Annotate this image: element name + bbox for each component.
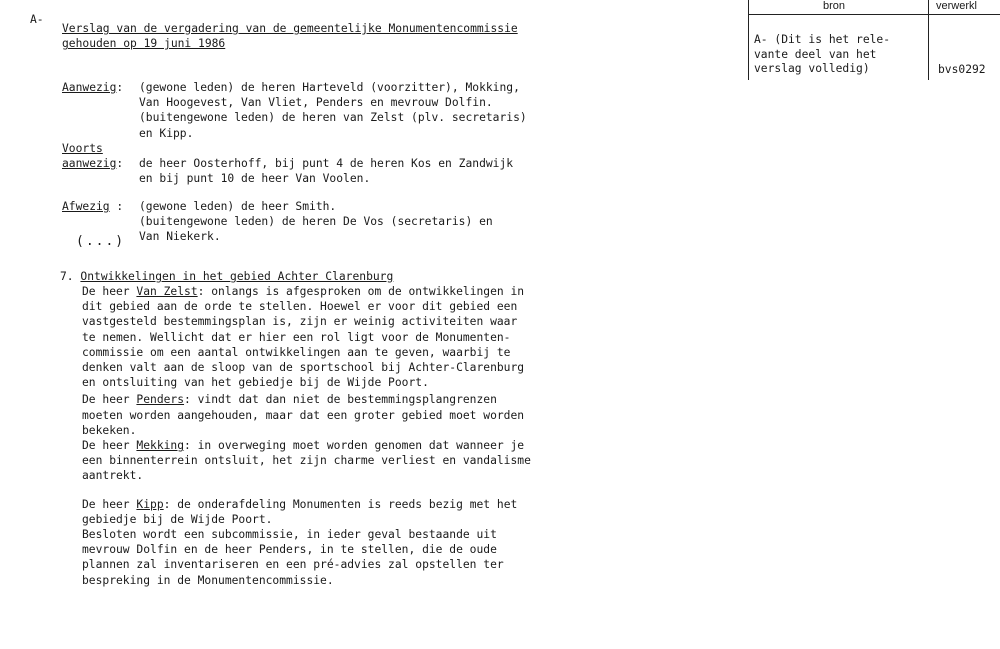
title-line-1: Verslag van de vergadering van de gemeentelijke Monumentencommissie (62, 22, 518, 35)
speaker-line (82, 438, 531, 453)
table-source-cell (754, 33, 890, 77)
absent-label: Afwezig (62, 200, 110, 213)
item-number: 7. (60, 270, 74, 283)
speaker-text: : in overweging moet worden genomen dat wanneer je (184, 439, 525, 453)
present-line: en Kipp. (139, 126, 194, 140)
table-header-source: bron (823, 0, 846, 12)
table-header-processed: verwerkl (936, 0, 977, 12)
table-header-divider (748, 14, 1000, 15)
source-line: A- (Dit is het rele- (754, 33, 891, 46)
present-list (139, 80, 527, 141)
ellipsis-marker: (...) (76, 234, 126, 249)
body-line: gebiedje bij de Wijde Poort. (82, 512, 273, 526)
speaker-prefix: De heer (82, 393, 137, 407)
speaker-line (82, 392, 531, 407)
table-column-divider (928, 0, 929, 80)
table-processed-cell: bvs0292 (938, 63, 986, 76)
speaker-name: Van Zelst (136, 285, 198, 298)
body-line: te nemen. Wellicht dat er hier een rol ligt voor de Monumenten- (82, 330, 511, 344)
speaker-text: : de onderafdeling Monumenten is reeds bezig met het (163, 497, 518, 511)
absent-line: (buitengewone leden) de heren De Vos (secretaris) en (139, 215, 493, 229)
body-line: aantrekt. (82, 469, 144, 483)
decision-line: mevrouw Dolfin en de heer Penders, in te stellen, die de oude (82, 543, 497, 557)
decision-line: bespreking in de Monumentencommissie. (82, 573, 334, 587)
speaker-text: : vindt dat dan niet de bestemmingsplangrenzen (184, 393, 497, 407)
speaker-line (82, 284, 531, 299)
present-label-wrap (62, 80, 123, 95)
present-line: Van Hoogevest, Van Vliet, Penders en mevrouw Dolfin. (139, 96, 493, 110)
item-7-heading (60, 269, 393, 284)
body-line: een binnenterrein ontsluit, het zijn charme verliest en vandalisme (82, 454, 531, 468)
decision-line: Besloten wordt een subcommissie, in ieder geval bestaande uit (82, 528, 497, 542)
speaker-prefix: De heer (82, 497, 137, 511)
present-line: (buitengewone leden) de heren van Zelst (plv. secretaris) (139, 111, 527, 125)
source-line: verslag volledig) (754, 62, 870, 75)
title-line-2: gehouden op 19 juni 1986 (62, 37, 226, 51)
speaker-prefix: De heer (82, 285, 137, 298)
also-present-list (139, 156, 513, 186)
body-line: dit gebied aan de orde te stellen. Hoewel er voor dit gebied een (82, 300, 518, 314)
also-label-1: Voorts (62, 142, 103, 155)
also-present-label: Voorts aanwezig: (62, 142, 124, 171)
absent-line: (gewone leden) de heer Smith. (139, 200, 337, 213)
speaker-name: Penders (136, 393, 185, 407)
item-heading: Ontwikkelingen in het gebied Achter Clarenburg (80, 270, 394, 283)
present-line: (gewone leden) de heren Harteveld (voorzitter), Mokking, (139, 81, 520, 94)
decision-line: plannen zal inventariseren en een pré-advies zal opstellen ter (82, 558, 504, 572)
item-7-body (82, 284, 531, 588)
absent-line: Van Niekerk. (139, 230, 221, 244)
also-line: en bij punt 10 de heer Van Voolen. (139, 172, 371, 186)
speaker-prefix: De heer (82, 439, 137, 453)
speaker-line (82, 497, 531, 512)
body-line: denken valt aan de sloop van de sportschool bij Achter-Clarenburg (82, 361, 525, 375)
body-line: bekeken. (82, 423, 137, 437)
source-line: vante deel van het (754, 47, 877, 61)
document-title (62, 21, 518, 51)
body-line: moeten worden aangehouden, maar dat een groter gebied moet worden (82, 408, 525, 422)
speaker-name: Kipp (136, 497, 164, 511)
margin-letter: A- (30, 13, 44, 26)
body-line: vastgesteld bestemmingsplan is, zijn er weinig activiteiten waar (82, 315, 518, 329)
table-left-border (748, 0, 749, 80)
label-colon: : (116, 81, 124, 94)
absent-label-wrap: Afwezig : (62, 200, 124, 213)
speaker-name: Mekking (136, 439, 185, 453)
also-label-2: aanwezig (62, 157, 117, 171)
absent-list (139, 199, 493, 245)
body-line: commissie om een aantal ontwikkelingen aan te geven, waarbij te (82, 345, 511, 359)
body-line: en ontsluiting van het gebiedje bij de Wijde Poort. (82, 376, 429, 390)
also-line: de heer Oosterhoff, bij punt 4 de heren Kos en Zandwijk (139, 157, 514, 170)
present-label: Aanwezig (62, 81, 117, 94)
speaker-text: : onlangs is afgesproken om de ontwikkelingen in (197, 285, 525, 298)
source-table (748, 0, 1000, 80)
